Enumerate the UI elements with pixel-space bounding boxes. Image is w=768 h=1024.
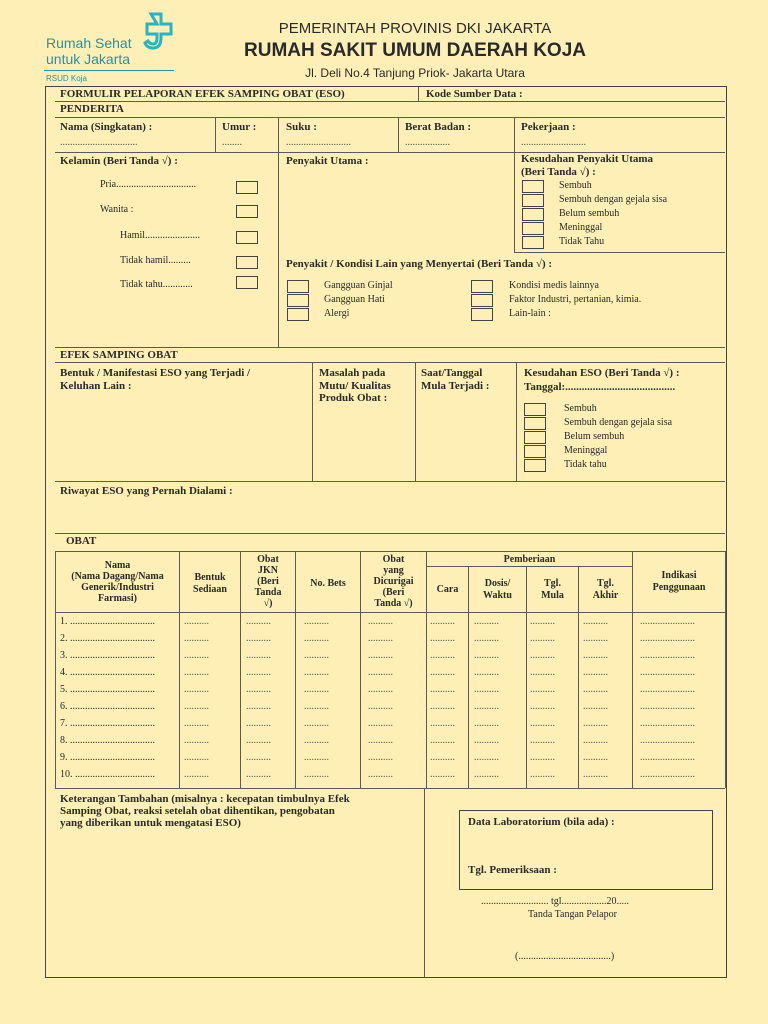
- obat-row-cell[interactable]: ..........: [368, 633, 393, 644]
- obat-row-cell[interactable]: ..........: [368, 667, 393, 678]
- obat-row-cell[interactable]: ..........: [530, 633, 555, 644]
- kesudahan-tidak-tahu-checkbox[interactable]: [522, 236, 544, 249]
- logo-line2: untuk Jakarta: [46, 51, 131, 67]
- obat-row-cell[interactable]: ..........: [304, 769, 329, 780]
- wanita-label: Wanita :: [100, 204, 134, 215]
- obat-row-cell[interactable]: ..........: [530, 616, 555, 627]
- obat-row-cell[interactable]: ..........: [368, 718, 393, 729]
- obat-row-cell[interactable]: ..........: [430, 701, 455, 712]
- obat-row-cell[interactable]: ..........: [430, 752, 455, 763]
- signature-field[interactable]: (.....................................): [515, 951, 615, 962]
- obat-row-cell[interactable]: ..........: [430, 684, 455, 695]
- obat-row-cell[interactable]: ..........: [474, 752, 499, 763]
- kesudahan-belum-checkbox[interactable]: [522, 208, 544, 221]
- obat-row-name[interactable]: 4. ..................................: [60, 667, 155, 678]
- gov-title: PEMERINTAH PROVINIS DKI JAKARTA: [278, 20, 552, 37]
- obat-row-cell[interactable]: ..........: [583, 633, 608, 644]
- obat-row-cell[interactable]: ..........: [530, 701, 555, 712]
- obat-row-cell[interactable]: ..........: [583, 769, 608, 780]
- col-nama-header: Nama (Nama Dagang/Nama Generik/Industri Farmasi): [71, 560, 164, 604]
- keterangan-tambahan: Keterangan Tambahan (misalnya : kecepatan timbulnya Efek Samping Obat, reaksi setelah obat dihentikan, pengobatan yang diberikan untuk mengatasi ESO): [60, 793, 350, 829]
- obat-row-cell[interactable]: ..........: [430, 735, 455, 746]
- obat-row-cell[interactable]: ..........: [304, 633, 329, 644]
- kondisi-medis-checkbox[interactable]: [471, 280, 493, 293]
- obat-row-cell[interactable]: ..........: [184, 769, 209, 780]
- obat-row-cell[interactable]: ......................: [640, 650, 695, 661]
- obat-row-cell[interactable]: ..........: [368, 701, 393, 712]
- eso-gejala-checkbox[interactable]: [524, 417, 546, 430]
- obat-row-cell[interactable]: ..........: [246, 718, 271, 729]
- kesudahan-penyakit-sub: (Beri Tanda √) :: [521, 166, 596, 178]
- hamil-label: Hamil......................: [120, 230, 200, 241]
- obat-heading: OBAT: [66, 535, 97, 547]
- col-dicurigai-header: Obat yang Dicurigai (Beri Tanda √): [373, 554, 414, 609]
- obat-row-cell[interactable]: ..........: [246, 684, 271, 695]
- kesudahan-meninggal-checkbox[interactable]: [522, 222, 544, 235]
- obat-row-cell[interactable]: ..........: [304, 735, 329, 746]
- obat-row-cell[interactable]: ..........: [474, 650, 499, 661]
- tidak-tahu-label: Tidak tahu............: [120, 279, 193, 290]
- obat-row-cell[interactable]: ..........: [474, 667, 499, 678]
- obat-row-cell[interactable]: ......................: [640, 616, 695, 627]
- pekerjaan-field[interactable]: ..........................: [521, 137, 586, 148]
- obat-row-cell[interactable]: ..........: [368, 735, 393, 746]
- obat-row-cell[interactable]: ..........: [583, 616, 608, 627]
- eso-opt-1: Sembuh: [564, 403, 597, 414]
- obat-row-cell[interactable]: ..........: [246, 701, 271, 712]
- obat-row-cell[interactable]: ..........: [368, 684, 393, 695]
- eso-opt-3: Belum sembuh: [564, 431, 625, 442]
- kesudahan-penyakit-title: Kesudahan Penyakit Utama: [521, 153, 654, 165]
- obat-row-cell[interactable]: ..........: [304, 752, 329, 763]
- obat-row-cell[interactable]: ..........: [474, 735, 499, 746]
- obat-row-cell[interactable]: ..........: [184, 667, 209, 678]
- masalah-1: Masalah pada: [319, 367, 386, 379]
- gangguan-hati-checkbox[interactable]: [287, 294, 309, 307]
- obat-row-name[interactable]: 5. ..................................: [60, 684, 155, 695]
- bentuk-eso-2: Keluhan Lain :: [60, 380, 132, 392]
- eso-opt-5: Tidak tahu: [564, 459, 607, 470]
- umur-field[interactable]: ........: [222, 137, 242, 148]
- obat-row-cell[interactable]: ..........: [530, 667, 555, 678]
- obat-row-name[interactable]: 9. ..................................: [60, 752, 155, 763]
- obat-row-cell[interactable]: ......................: [640, 769, 695, 780]
- bentuk-eso-1: Bentuk / Manifestasi ESO yang Terjadi /: [60, 367, 251, 379]
- obat-row-name[interactable]: 3. ..................................: [60, 650, 155, 661]
- obat-row-cell[interactable]: ..........: [368, 616, 393, 627]
- masalah-3: Produk Obat :: [319, 392, 388, 404]
- obat-row-cell[interactable]: ..........: [474, 701, 499, 712]
- eso-tidak-tahu-checkbox[interactable]: [524, 459, 546, 472]
- obat-row-cell[interactable]: ..........: [304, 701, 329, 712]
- pria-checkbox[interactable]: [236, 181, 258, 194]
- obat-row-cell[interactable]: ..........: [184, 633, 209, 644]
- obat-row-cell[interactable]: ..........: [430, 769, 455, 780]
- kondisi-right-2: Faktor Industri, pertanian, kimia.: [509, 294, 642, 305]
- obat-row-name[interactable]: 1. ..................................: [60, 616, 155, 627]
- eso-sembuh-checkbox[interactable]: [524, 403, 546, 416]
- obat-row-cell[interactable]: ..........: [474, 684, 499, 695]
- kondisi-left-3: Alergi: [324, 308, 350, 319]
- obat-row-cell[interactable]: ..........: [304, 667, 329, 678]
- obat-row-cell[interactable]: ..........: [530, 650, 555, 661]
- obat-row-cell[interactable]: ..........: [246, 667, 271, 678]
- obat-row-cell[interactable]: ..........: [184, 684, 209, 695]
- kesudahan-opt-5: Tidak Tahu: [559, 236, 605, 247]
- tidak-hamil-label: Tidak hamil.........: [120, 255, 191, 266]
- obat-row-cell[interactable]: ..........: [184, 650, 209, 661]
- obat-row-cell[interactable]: ......................: [640, 752, 695, 763]
- obat-row-cell[interactable]: ......................: [640, 667, 695, 678]
- tidak-tahu-checkbox[interactable]: [236, 276, 258, 289]
- obat-row-name[interactable]: 8. ..................................: [60, 735, 155, 746]
- saat-2: Mula Terjadi :: [421, 380, 490, 392]
- obat-row-cell[interactable]: ......................: [640, 684, 695, 695]
- eso-belum-checkbox[interactable]: [524, 431, 546, 444]
- wanita-checkbox[interactable]: [236, 205, 258, 218]
- eso-opt-2: Sembuh dengan gejala sisa: [564, 417, 673, 428]
- obat-row-cell[interactable]: ..........: [474, 633, 499, 644]
- obat-row-cell[interactable]: ..........: [184, 701, 209, 712]
- obat-row-cell[interactable]: ..........: [430, 616, 455, 627]
- kondisi-right-3: Lain-lain :: [509, 308, 551, 319]
- logo-sub: RSUD Koja: [46, 74, 87, 83]
- obat-row-cell[interactable]: ..........: [530, 684, 555, 695]
- obat-row-cell[interactable]: ..........: [430, 718, 455, 729]
- form-title: FORMULIR PELAPORAN EFEK SAMPING OBAT (ESO): [60, 88, 345, 100]
- obat-row-cell[interactable]: ..........: [246, 633, 271, 644]
- obat-row-cell[interactable]: ......................: [640, 718, 695, 729]
- nama-field[interactable]: ...............................: [60, 137, 138, 148]
- suku-label: Suku :: [286, 121, 317, 133]
- obat-row-cell[interactable]: ..........: [184, 616, 209, 627]
- saat-1: Saat/Tanggal: [421, 367, 483, 379]
- tidak-hamil-checkbox[interactable]: [236, 256, 258, 269]
- obat-row-cell[interactable]: ..........: [430, 650, 455, 661]
- obat-row-cell[interactable]: ..........: [474, 769, 499, 780]
- obat-row-cell[interactable]: ..........: [430, 667, 455, 678]
- alergi-checkbox[interactable]: [287, 308, 309, 321]
- pria-label: Pria................................: [100, 179, 197, 190]
- col-dosis-header: Dosis/ Waktu: [483, 578, 512, 601]
- obat-row-cell[interactable]: ..........: [246, 650, 271, 661]
- kelamin-label: Kelamin (Beri Tanda √) :: [60, 155, 178, 167]
- hamil-checkbox[interactable]: [236, 231, 258, 244]
- penderita-heading: PENDERITA: [60, 103, 124, 115]
- obat-row-name[interactable]: 10. ................................: [60, 769, 155, 780]
- obat-row-cell[interactable]: ..........: [184, 735, 209, 746]
- col-akhir-header: Tgl. Akhir: [592, 578, 619, 601]
- obat-row-cell[interactable]: ..........: [368, 769, 393, 780]
- masalah-2: Mutu/ Kualitas: [319, 380, 391, 392]
- kondisi-lain-title: Penyakit / Kondisi Lain yang Menyertai (Beri Tanda √) :: [286, 258, 553, 270]
- obat-row-cell[interactable]: ..........: [530, 735, 555, 746]
- umur-label: Umur :: [222, 121, 257, 133]
- obat-row-cell[interactable]: ..........: [246, 769, 271, 780]
- eso-heading: EFEK SAMPING OBAT: [60, 349, 178, 361]
- obat-row-cell[interactable]: ..........: [304, 650, 329, 661]
- obat-row-cell[interactable]: ..........: [583, 718, 608, 729]
- kode-sumber-data: Kode Sumber Data :: [426, 88, 523, 100]
- lab-label: Data Laboratorium (bila ada) :: [468, 816, 615, 828]
- obat-row-cell[interactable]: ..........: [530, 752, 555, 763]
- hospital-cross-icon: [137, 12, 175, 50]
- col-bets-header: No. Bets: [310, 578, 346, 589]
- tgl-pemeriksaan-label: Tgl. Pemeriksaan :: [468, 864, 557, 876]
- logo-line1: Rumah Sehat: [46, 35, 132, 51]
- gangguan-ginjal-checkbox[interactable]: [287, 280, 309, 293]
- obat-row-cell[interactable]: ......................: [640, 735, 695, 746]
- riwayat-eso-label: Riwayat ESO yang Pernah Dialami :: [60, 485, 233, 497]
- obat-row-cell[interactable]: ..........: [583, 752, 608, 763]
- tanggal-line[interactable]: ........................... tgl..................20.....: [481, 896, 630, 907]
- kesudahan-opt-4: Meninggal: [559, 222, 603, 233]
- ttd-label: Tanda Tangan Pelapor: [528, 909, 617, 920]
- obat-row-cell[interactable]: ..........: [474, 616, 499, 627]
- obat-row-cell[interactable]: ..........: [246, 752, 271, 763]
- lain-lain-checkbox[interactable]: [471, 308, 493, 321]
- obat-row-cell[interactable]: ..........: [246, 735, 271, 746]
- obat-row-cell[interactable]: ..........: [583, 735, 608, 746]
- obat-row-cell[interactable]: ..........: [184, 718, 209, 729]
- obat-row-cell[interactable]: ..........: [304, 718, 329, 729]
- col-bentuk-header: Bentuk Sediaan: [193, 572, 227, 595]
- obat-row-name[interactable]: 7. ..................................: [60, 718, 155, 729]
- faktor-industri-checkbox[interactable]: [471, 294, 493, 307]
- obat-row-cell[interactable]: ..........: [474, 718, 499, 729]
- obat-row-cell[interactable]: ..........: [530, 769, 555, 780]
- col-jkn-header: Obat JKN (Beri Tanda √): [254, 554, 282, 609]
- obat-row-cell[interactable]: ..........: [246, 616, 271, 627]
- suku-field[interactable]: ..........................: [286, 137, 351, 148]
- kesudahan-opt-1: Sembuh: [559, 180, 592, 191]
- berat-field[interactable]: ..................: [405, 137, 450, 148]
- obat-row-cell[interactable]: ..........: [583, 684, 608, 695]
- pekerjaan-label: Pekerjaan :: [521, 121, 576, 133]
- kondisi-left-2: Gangguan Hati: [324, 294, 385, 305]
- obat-row-cell[interactable]: ..........: [368, 650, 393, 661]
- obat-row-name[interactable]: 2. ..................................: [60, 633, 155, 644]
- obat-row-cell[interactable]: ..........: [583, 667, 608, 678]
- eso-opt-4: Meninggal: [564, 445, 608, 456]
- hospital-title: RUMAH SAKIT UMUM DAERAH KOJA: [244, 40, 586, 61]
- obat-row-cell[interactable]: ..........: [583, 650, 608, 661]
- kesudahan-opt-2: Sembuh dengan gejala sisa: [559, 194, 668, 205]
- kondisi-right-1: Kondisi medis lainnya: [509, 280, 599, 291]
- obat-row-cell[interactable]: ..........: [430, 633, 455, 644]
- pemberian-header: Pemberiaan: [503, 554, 556, 565]
- col-indikasi-header: Indikasi Penggunaan: [652, 570, 706, 593]
- obat-row-cell[interactable]: ......................: [640, 633, 695, 644]
- obat-row-cell[interactable]: ......................: [640, 701, 695, 712]
- obat-row-cell[interactable]: ..........: [304, 616, 329, 627]
- kesudahan-sembuh-checkbox[interactable]: [522, 180, 544, 193]
- nama-label: Nama (Singkatan) :: [60, 121, 153, 133]
- obat-row-cell[interactable]: ..........: [583, 701, 608, 712]
- berat-label: Berat Badan :: [405, 121, 471, 133]
- kondisi-left-1: Gangguan Ginjal: [324, 280, 393, 291]
- penyakit-utama-label: Penyakit Utama :: [286, 155, 369, 167]
- obat-row-cell[interactable]: ..........: [530, 718, 555, 729]
- kesudahan-eso-title: Kesudahan ESO (Beri Tanda √) :: [524, 367, 680, 379]
- obat-row-name[interactable]: 6. ..................................: [60, 701, 155, 712]
- kesudahan-eso-tanggal[interactable]: Tanggal:........................................: [524, 381, 676, 393]
- kesudahan-opt-3: Belum sembuh: [559, 208, 620, 219]
- kesudahan-gejala-checkbox[interactable]: [522, 194, 544, 207]
- obat-row-cell[interactable]: ..........: [368, 752, 393, 763]
- col-mula-header: Tgl. Mula: [541, 578, 564, 601]
- obat-row-cell[interactable]: ..........: [184, 752, 209, 763]
- col-cara-header: Cara: [436, 584, 459, 595]
- hospital-address: Jl. Deli No.4 Tanjung Priok- Jakarta Utara: [305, 66, 525, 80]
- obat-row-cell[interactable]: ..........: [304, 684, 329, 695]
- eso-meninggal-checkbox[interactable]: [524, 445, 546, 458]
